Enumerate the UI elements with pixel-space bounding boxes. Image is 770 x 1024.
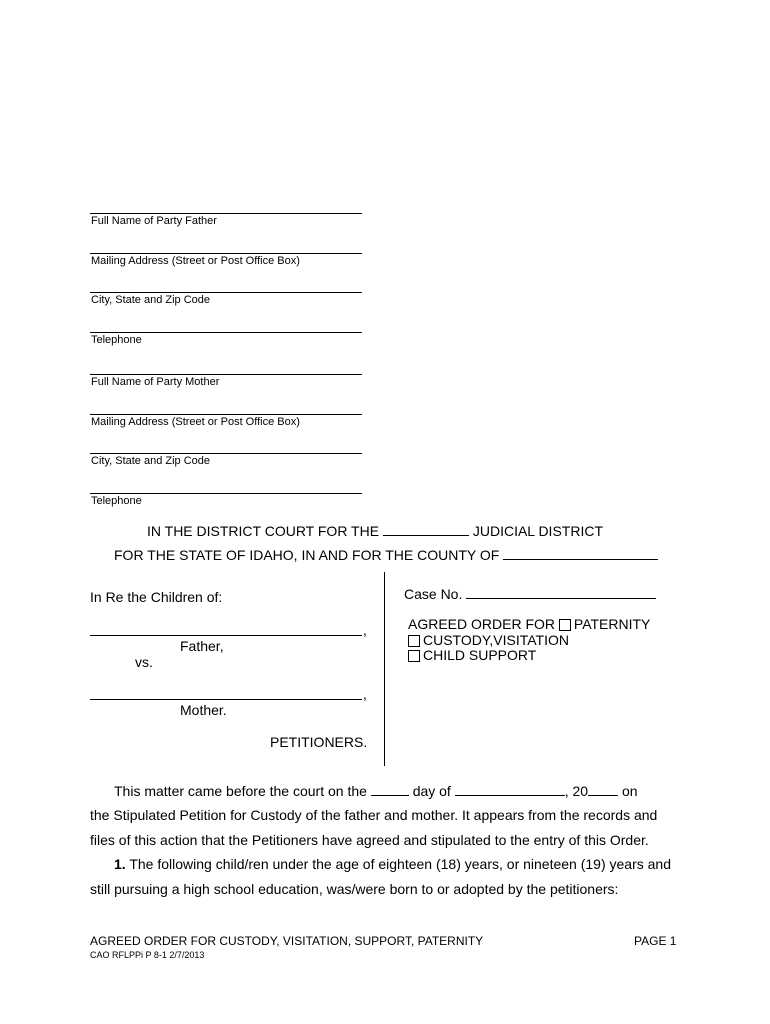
case-number-row [404,586,656,602]
body-p1-b: day of [412,783,451,799]
father-address-line[interactable] [90,253,362,254]
caption-divider [384,572,385,766]
father-caption-label: Father, [180,638,224,654]
mother-name-label: Full Name of Party Mother [91,376,220,388]
body-p1-d: on [621,783,638,799]
mother-city-line[interactable] [90,453,362,454]
case-number-blank[interactable] [466,586,656,599]
father-name-label: Full Name of Party Father [91,215,217,227]
court-heading-line1 [147,523,603,539]
paternity-checkbox[interactable] [559,619,571,631]
order-title-row [408,616,650,632]
caption-comma-1: , [363,622,367,638]
case-number-label: Case No. [404,586,463,602]
court-heading-part2: JUDICIAL DISTRICT [472,523,603,539]
mother-caption-line[interactable] [90,699,362,700]
order-title-label: AGREED ORDER FOR [408,616,556,632]
footer-page-number: PAGE 1 [634,934,677,948]
in-re-label: In Re the Children of: [90,589,223,605]
caption-comma-2: , [363,686,367,702]
mother-telephone-line[interactable] [90,493,362,494]
body-p1-a: This matter came before the court on the [114,783,367,799]
paternity-option-label: PATERNITY [573,616,651,632]
father-city-label: City, State and Zip Code [91,294,211,306]
father-address-label: Mailing Address (Street or Post Office Box) [91,255,300,267]
father-name-line[interactable] [90,213,362,214]
month-blank[interactable] [455,783,565,796]
child-support-checkbox[interactable] [408,650,420,662]
court-heading-part1: IN THE DISTRICT COURT FOR THE [147,523,380,539]
court-heading-line2 [114,547,658,563]
body-paragraph-line5: still pursuing a high school education, was/were born to or adopted by the petitioners: [90,881,619,897]
body-paragraph-line4 [114,852,671,876]
body-p4-text: The following child/ren under the age of eighteen (18) years, or nineteen (19) years and [129,856,671,872]
body-paragraph-line3: files of this action that the Petitioners have agreed and stipulated to the entry of this Order. [90,832,649,848]
father-caption-line[interactable] [90,635,362,636]
child-support-option-label: CHILD SUPPORT [423,647,537,663]
vs-label: vs. [135,654,153,670]
petitioners-label: PETITIONERS. [270,734,368,750]
support-row [408,647,536,663]
body-p1-c: , 20 [564,783,589,799]
mother-caption-label: Mother. [180,702,227,718]
mother-city-label: City, State and Zip Code [91,455,211,467]
mother-address-label: Mailing Address (Street or Post Office Box) [91,416,300,428]
judicial-district-blank[interactable] [383,523,469,536]
court-heading-county: FOR THE STATE OF IDAHO, IN AND FOR THE COUNTY OF [114,547,500,563]
father-telephone-line[interactable] [90,332,362,333]
footer-title: AGREED ORDER FOR CUSTODY, VISITATION, SUPPORT, PATERNITY [90,934,484,948]
custody-row [408,632,569,648]
footer-form-code: CAO RFLPPi P 8-1 2/7/2013 [90,950,205,960]
body-paragraph-line1 [114,779,638,803]
mother-name-line[interactable] [90,374,362,375]
county-blank[interactable] [503,547,658,560]
father-telephone-label: Telephone [91,334,142,346]
custody-checkbox[interactable] [408,635,420,647]
year-blank[interactable] [588,783,618,796]
day-blank[interactable] [371,783,409,796]
father-city-line[interactable] [90,292,362,293]
mother-address-line[interactable] [90,414,362,415]
body-paragraph-line2: the Stipulated Petition for Custody of the father and mother. It appears from the records and [90,807,658,823]
item-number-1: 1. [114,856,126,872]
mother-telephone-label: Telephone [91,495,142,507]
custody-option-label: CUSTODY,VISITATION [423,632,569,648]
